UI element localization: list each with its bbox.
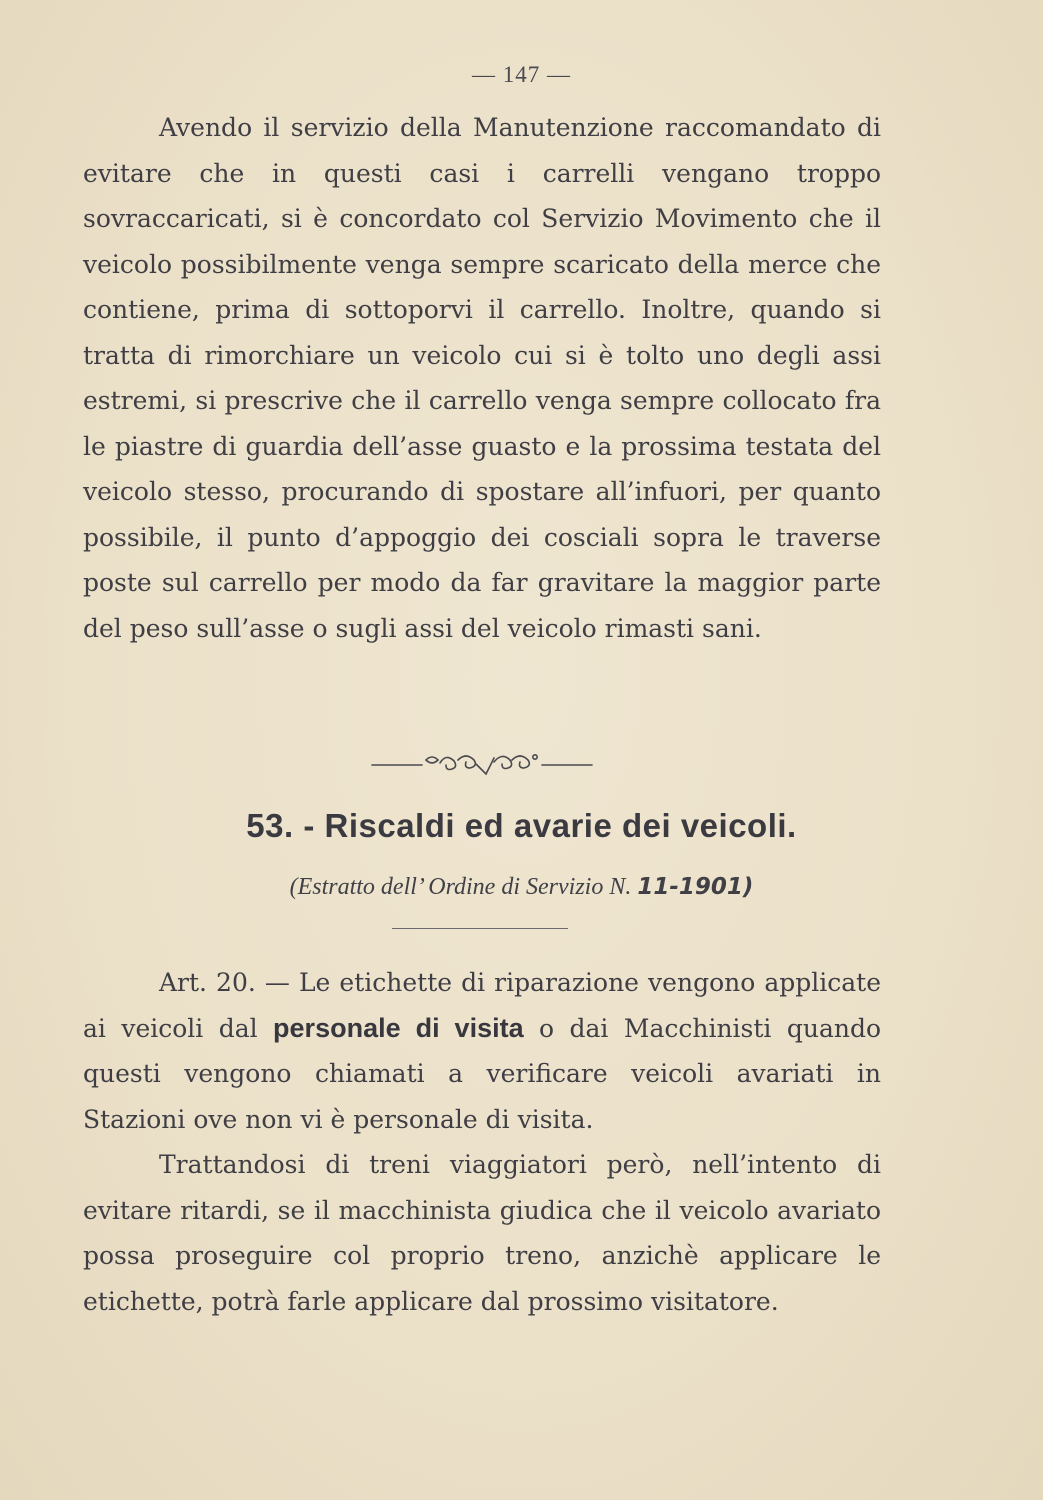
article-emphasis: personale di visita (273, 1012, 524, 1043)
article-text-before: Art. 20. — Le etichette di riparazione vengono applicate ai veicoli dal (83, 968, 881, 1043)
section-title: 53. - Riscaldi ed avarie dei veicoli. (246, 807, 797, 844)
article-paragraph-2: Trattandosi di treni viaggiatori però, nell’intento di evitare ritardi, se il macchinista giudica che il veicolo avariato possa proseguire col proprio treno, anzichè applicare le etichette, potrà farle applicare dal prossimo visitatore. (83, 1150, 881, 1316)
subtitle-number: 11-1901) (637, 874, 754, 900)
paragraph: Avendo il servizio della Manutenzione raccomandato di evitare che in questi casi i carrelli vengano troppo sovraccaricati, si è concordato col Servizio Movimento che il veicolo possibilmente venga sempre scaricato della merce che contiene, prima di sottoporvi il carrello. Inoltre, quando si tratta di rimorchiare un veicolo cui si è tolto uno degli assi estremi, si prescrive che il carrello venga sempre collocato fra le piastre di guardia dell’asse guasto e la prossima testata del veicolo stesso, procurando di spostare all’infuori, per quanto possibile, il punto d’appoggio dei cosciali sopra le traverse poste sul carrello per modo da far gravitare la maggior parte del peso sull’asse o sugli assi del veicolo rimasti sani. (83, 113, 881, 643)
page-number: — 147 — (472, 62, 571, 87)
article-paragraph (83, 960, 881, 1142)
subtitle-text: (Estratto dell’ Ordine di Servizio N. (289, 874, 632, 900)
article-text-after: o dai Macchinisti quando questi vengono chiamati a verificare veicoli avariati in Stazioni ove non vi è personale di visita. (83, 1013, 882, 1134)
decorative-flourish-icon (370, 748, 595, 778)
body-text-top (83, 105, 881, 651)
section-subtitle (0, 874, 1043, 901)
section-divider (392, 928, 568, 929)
body-text-bottom (83, 960, 881, 1324)
